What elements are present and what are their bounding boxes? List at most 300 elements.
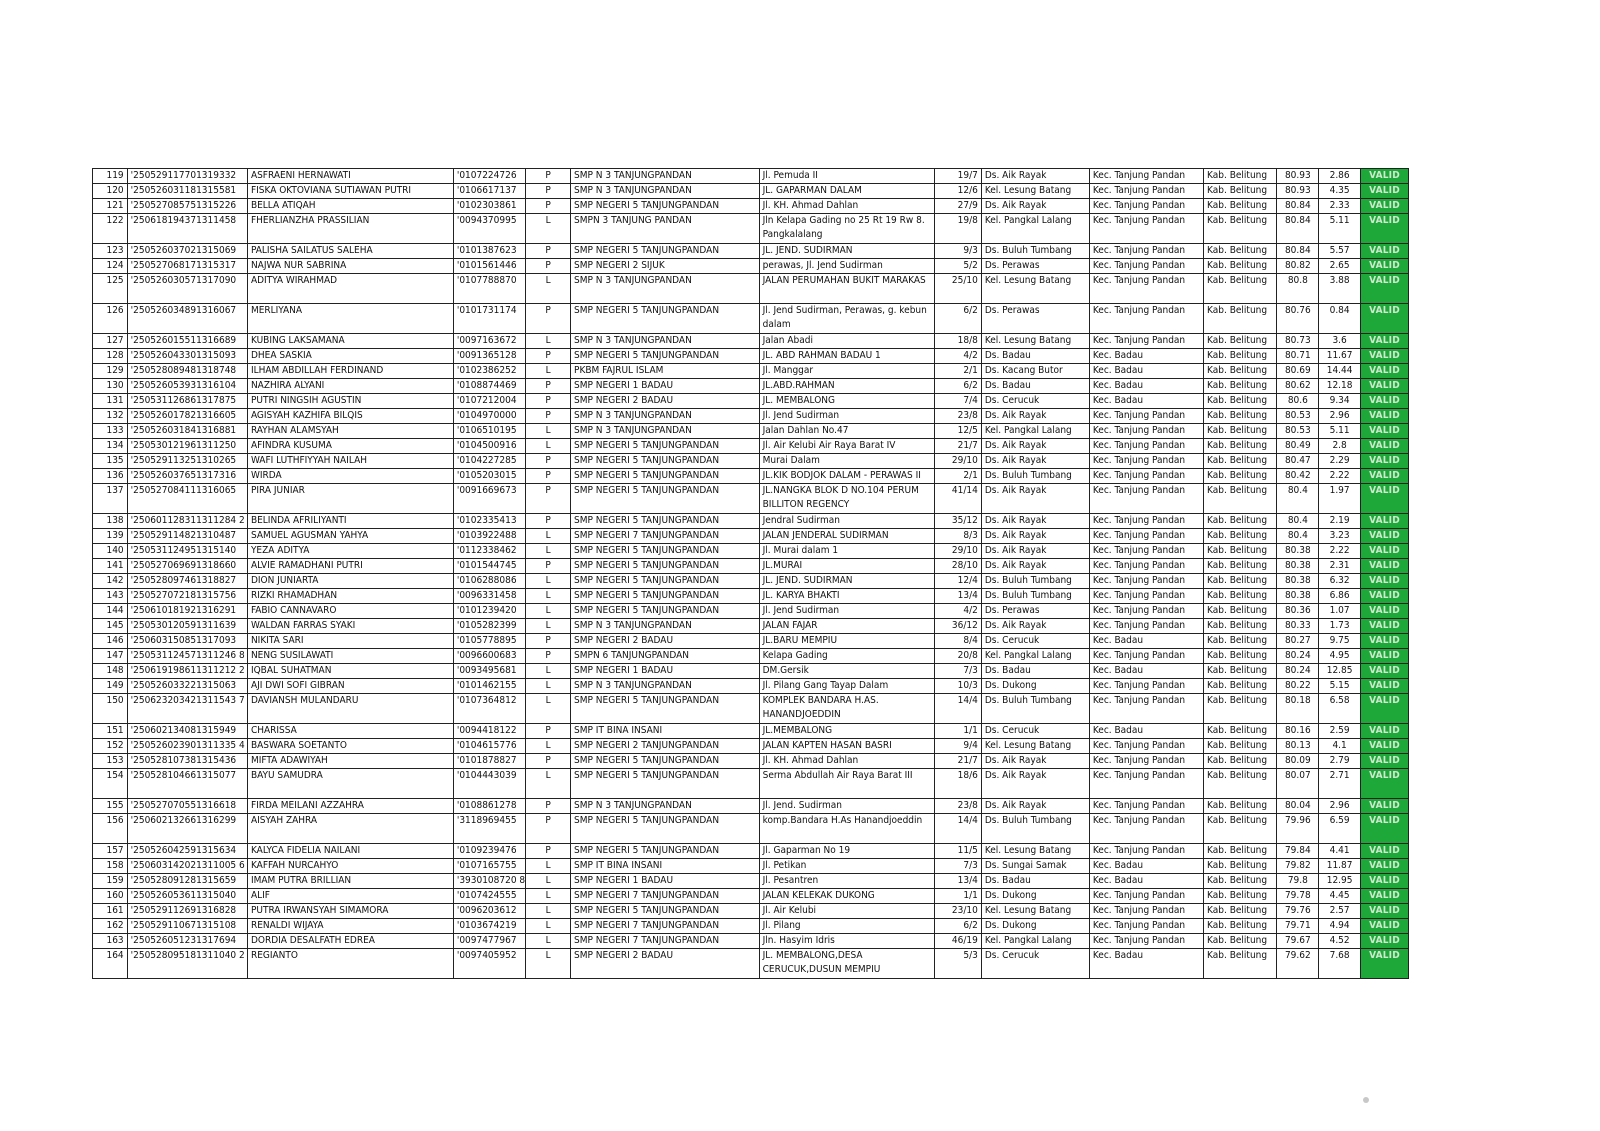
village: Ds. Perawas — [981, 604, 1089, 619]
table-row — [93, 934, 1409, 949]
village: Kel. Lesung Batang — [981, 844, 1089, 859]
rt-rw: 11/5 — [934, 844, 981, 859]
table-row — [93, 409, 1409, 424]
nisn: '0102303861 — [453, 199, 525, 214]
status-cell: VALID — [1361, 934, 1409, 949]
registration-id: '250530121961311250 — [127, 439, 247, 454]
nisn: '0106510195 — [453, 424, 525, 439]
table-row — [93, 514, 1409, 529]
registration-id: '250526031841316881 — [127, 424, 247, 439]
distance: 4.94 — [1319, 919, 1361, 934]
district: Kec. Tanjung Pandan — [1089, 544, 1203, 559]
address: KOMPLEK BANDARA H.AS. HANANDJOEDDIN — [759, 694, 934, 724]
rt-rw: 35/12 — [934, 514, 981, 529]
gender: L — [526, 439, 571, 454]
student-name: FISKA OKTOVIANA SUTIAWAN PUTRI — [247, 184, 453, 199]
rt-rw: 7/3 — [934, 859, 981, 874]
status-cell: VALID — [1361, 199, 1409, 214]
school-name: SMP N 3 TANJUNGPANDAN — [571, 679, 760, 694]
table-row — [93, 799, 1409, 814]
registration-id: '250527085751315226 — [127, 199, 247, 214]
gender: L — [526, 589, 571, 604]
regency: Kab. Belitung — [1204, 394, 1277, 409]
registration-id: '250526037021315069 — [127, 244, 247, 259]
score: 79.67 — [1277, 934, 1319, 949]
registration-id: '250526037651317316 — [127, 469, 247, 484]
regency: Kab. Belitung — [1204, 604, 1277, 619]
row-number: 164 — [93, 949, 128, 979]
village: Ds. Dukong — [981, 919, 1089, 934]
table-row — [93, 769, 1409, 799]
nisn: '0101731174 — [453, 304, 525, 334]
school-name: SMP NEGERI 7 TANJUNGPANDAN — [571, 934, 760, 949]
status-cell: VALID — [1361, 559, 1409, 574]
registration-id: '250528091281315659 — [127, 874, 247, 889]
address: Jalan Abadi — [759, 334, 934, 349]
regency: Kab. Belitung — [1204, 439, 1277, 454]
district: Kec. Tanjung Pandan — [1089, 754, 1203, 769]
score: 80.04 — [1277, 799, 1319, 814]
regency: Kab. Belitung — [1204, 544, 1277, 559]
distance: 5.11 — [1319, 214, 1361, 244]
student-name: PUTRI NINGSIH AGUSTIN — [247, 394, 453, 409]
registration-id: '250529114821310487 — [127, 529, 247, 544]
school-name: SMP NEGERI 2 BADAU — [571, 634, 760, 649]
distance: 2.79 — [1319, 754, 1361, 769]
nisn: '0097163672 — [453, 334, 525, 349]
district: Kec. Tanjung Pandan — [1089, 334, 1203, 349]
district: Kec. Tanjung Pandan — [1089, 184, 1203, 199]
village: Ds. Badau — [981, 664, 1089, 679]
table-row — [93, 694, 1409, 724]
student-name: YEZA ADITYA — [247, 544, 453, 559]
regency: Kab. Belitung — [1204, 244, 1277, 259]
table-row — [93, 664, 1409, 679]
registration-id: '250528095181311040 2 — [127, 949, 247, 979]
school-name: SMP NEGERI 5 TANJUNGPANDAN — [571, 754, 760, 769]
student-name: DHEA SASKIA — [247, 349, 453, 364]
student-name: IQBAL SUHATMAN — [247, 664, 453, 679]
registration-id: '250527068171315317 — [127, 259, 247, 274]
status-cell: VALID — [1361, 349, 1409, 364]
rt-rw: 14/4 — [934, 814, 981, 844]
district: Kec. Tanjung Pandan — [1089, 814, 1203, 844]
row-number: 141 — [93, 559, 128, 574]
score: 80.38 — [1277, 589, 1319, 604]
student-name: ALIF — [247, 889, 453, 904]
district: Kec. Tanjung Pandan — [1089, 904, 1203, 919]
registration-id: '250526053931316104 — [127, 379, 247, 394]
registration-id: '250602132661316299 — [127, 814, 247, 844]
student-name: REGIANTO — [247, 949, 453, 979]
village: Ds. Badau — [981, 349, 1089, 364]
status-cell: VALID — [1361, 814, 1409, 844]
gender: P — [526, 379, 571, 394]
table-row — [93, 454, 1409, 469]
village: Ds. Buluh Tumbang — [981, 469, 1089, 484]
school-name: SMP N 3 TANJUNGPANDAN — [571, 799, 760, 814]
status-cell: VALID — [1361, 589, 1409, 604]
student-name: FABIO CANNAVARO — [247, 604, 453, 619]
student-name: ALVIE RAMADHANI PUTRI — [247, 559, 453, 574]
gender: P — [526, 454, 571, 469]
table-row — [93, 904, 1409, 919]
gender: L — [526, 364, 571, 379]
score: 79.84 — [1277, 844, 1319, 859]
table-row — [93, 739, 1409, 754]
district: Kec. Tanjung Pandan — [1089, 889, 1203, 904]
table-row — [93, 544, 1409, 559]
score: 80.24 — [1277, 664, 1319, 679]
district: Kec. Badau — [1089, 634, 1203, 649]
district: Kec. Tanjung Pandan — [1089, 169, 1203, 184]
gender: P — [526, 304, 571, 334]
table-row — [93, 949, 1409, 979]
status-cell: VALID — [1361, 619, 1409, 634]
rt-rw: 23/8 — [934, 799, 981, 814]
distance: 14.44 — [1319, 364, 1361, 379]
regency: Kab. Belitung — [1204, 949, 1277, 979]
status-cell: VALID — [1361, 649, 1409, 664]
table-row — [93, 529, 1409, 544]
regency: Kab. Belitung — [1204, 484, 1277, 514]
registration-id: '250526030571317090 — [127, 274, 247, 304]
address: Jendral Sudirman — [759, 514, 934, 529]
village: Kel. Pangkal Lalang — [981, 934, 1089, 949]
nisn: '0104227285 — [453, 454, 525, 469]
status-cell: VALID — [1361, 364, 1409, 379]
school-name: SMP NEGERI 1 BADAU — [571, 379, 760, 394]
distance: 6.58 — [1319, 694, 1361, 724]
table-row — [93, 484, 1409, 514]
rt-rw: 18/8 — [934, 334, 981, 349]
nisn: '3118969455 — [453, 814, 525, 844]
student-name: WAFI LUTHFIYYAH NAILAH — [247, 454, 453, 469]
row-number: 131 — [93, 394, 128, 409]
table-row — [93, 559, 1409, 574]
status-cell: VALID — [1361, 949, 1409, 979]
status-cell: VALID — [1361, 634, 1409, 649]
row-number: 155 — [93, 799, 128, 814]
village: Kel. Pangkal Lalang — [981, 214, 1089, 244]
distance: 2.22 — [1319, 469, 1361, 484]
village: Ds. Aik Rayak — [981, 619, 1089, 634]
rt-rw: 7/3 — [934, 664, 981, 679]
row-number: 135 — [93, 454, 128, 469]
distance: 4.41 — [1319, 844, 1361, 859]
status-cell: VALID — [1361, 379, 1409, 394]
table-row — [93, 574, 1409, 589]
status-cell: VALID — [1361, 769, 1409, 799]
row-number: 119 — [93, 169, 128, 184]
row-number: 133 — [93, 424, 128, 439]
school-name: PKBM FAJRUL ISLAM — [571, 364, 760, 379]
row-number: 124 — [93, 259, 128, 274]
nisn: '0103922488 — [453, 529, 525, 544]
regency: Kab. Belitung — [1204, 874, 1277, 889]
nisn: '0096600683 — [453, 649, 525, 664]
status-cell: VALID — [1361, 724, 1409, 739]
distance: 2.31 — [1319, 559, 1361, 574]
table-row — [93, 844, 1409, 859]
address: Jl. KH. Ahmad Dahlan — [759, 199, 934, 214]
address: JL.BARU MEMPIU — [759, 634, 934, 649]
district: Kec. Tanjung Pandan — [1089, 424, 1203, 439]
regency: Kab. Belitung — [1204, 424, 1277, 439]
regency: Kab. Belitung — [1204, 574, 1277, 589]
village: Ds. Aik Rayak — [981, 409, 1089, 424]
nisn: '0104615776 — [453, 739, 525, 754]
nisn: '0101239420 — [453, 604, 525, 619]
school-name: SMP NEGERI 5 TANJUNGPANDAN — [571, 199, 760, 214]
registration-id: '250526023901311335 4 — [127, 739, 247, 754]
gender: L — [526, 544, 571, 559]
village: Ds. Kacang Butor — [981, 364, 1089, 379]
school-name: SMP N 3 TANJUNGPANDAN — [571, 424, 760, 439]
row-number: 157 — [93, 844, 128, 859]
gender: P — [526, 394, 571, 409]
row-number: 134 — [93, 439, 128, 454]
village: Ds. Aik Rayak — [981, 544, 1089, 559]
distance: 2.86 — [1319, 169, 1361, 184]
address: Serma Abdullah Air Raya Barat III — [759, 769, 934, 799]
table-row — [93, 184, 1409, 199]
row-number: 129 — [93, 364, 128, 379]
village: Kel. Lesung Batang — [981, 739, 1089, 754]
registration-id: '250619198611311212 2 — [127, 664, 247, 679]
regency: Kab. Belitung — [1204, 724, 1277, 739]
rt-rw: 19/8 — [934, 214, 981, 244]
gender: P — [526, 514, 571, 529]
regency: Kab. Belitung — [1204, 409, 1277, 424]
registration-id: '250601128311311284 2 — [127, 514, 247, 529]
status-cell: VALID — [1361, 259, 1409, 274]
village: Ds. Aik Rayak — [981, 169, 1089, 184]
district: Kec. Badau — [1089, 394, 1203, 409]
district: Kec. Tanjung Pandan — [1089, 739, 1203, 754]
distance: 0.84 — [1319, 304, 1361, 334]
address: Jl. Jend Sudirman — [759, 604, 934, 619]
score: 79.71 — [1277, 919, 1319, 934]
address: JALAN KAPTEN HASAN BASRI — [759, 739, 934, 754]
student-name: NENG SUSILAWATI — [247, 649, 453, 664]
score: 80.36 — [1277, 604, 1319, 619]
regency: Kab. Belitung — [1204, 199, 1277, 214]
nisn: '0102335413 — [453, 514, 525, 529]
nisn: '0097405952 — [453, 949, 525, 979]
regency: Kab. Belitung — [1204, 664, 1277, 679]
school-name: SMP NEGERI 2 BADAU — [571, 394, 760, 409]
address: Murai Dalam — [759, 454, 934, 469]
student-name: KUBING LAKSAMANA — [247, 334, 453, 349]
district: Kec. Tanjung Pandan — [1089, 214, 1203, 244]
scan-speck — [1363, 1097, 1369, 1103]
distance: 12.18 — [1319, 379, 1361, 394]
distance: 4.95 — [1319, 649, 1361, 664]
nisn: '0093495681 — [453, 664, 525, 679]
table-row — [93, 199, 1409, 214]
student-name: MERLIYANA — [247, 304, 453, 334]
rt-rw: 23/8 — [934, 409, 981, 424]
village: Ds. Cerucuk — [981, 394, 1089, 409]
gender: P — [526, 409, 571, 424]
school-name: SMP N 3 TANJUNGPANDAN — [571, 169, 760, 184]
village: Kel. Pangkal Lalang — [981, 649, 1089, 664]
row-number: 162 — [93, 919, 128, 934]
table-row — [93, 259, 1409, 274]
rt-rw: 20/8 — [934, 649, 981, 664]
status-cell: VALID — [1361, 529, 1409, 544]
address: JL. JEND. SUDIRMAN — [759, 574, 934, 589]
row-number: 158 — [93, 859, 128, 874]
score: 79.82 — [1277, 859, 1319, 874]
district: Kec. Tanjung Pandan — [1089, 454, 1203, 469]
address: JL.ABD.RAHMAN — [759, 379, 934, 394]
village: Ds. Dukong — [981, 679, 1089, 694]
village: Ds. Buluh Tumbang — [981, 814, 1089, 844]
student-name: DORDIA DESALFATH EDREA — [247, 934, 453, 949]
village: Kel. Pangkal Lalang — [981, 424, 1089, 439]
address: perawas, Jl. Jend Sudirman — [759, 259, 934, 274]
score: 80.6 — [1277, 394, 1319, 409]
distance: 5.15 — [1319, 679, 1361, 694]
nisn: '0096331458 — [453, 589, 525, 604]
row-number: 123 — [93, 244, 128, 259]
gender: L — [526, 604, 571, 619]
table-body — [93, 169, 1409, 979]
status-cell: VALID — [1361, 889, 1409, 904]
score: 79.8 — [1277, 874, 1319, 889]
school-name: SMP NEGERI 5 TANJUNGPANDAN — [571, 469, 760, 484]
rt-rw: 12/6 — [934, 184, 981, 199]
registration-id: '250623203421311543 7 — [127, 694, 247, 724]
district: Kec. Tanjung Pandan — [1089, 679, 1203, 694]
registration-id: '250531126861317875 — [127, 394, 247, 409]
row-number: 140 — [93, 544, 128, 559]
school-name: SMP NEGERI 5 TANJUNGPANDAN — [571, 604, 760, 619]
table-row — [93, 724, 1409, 739]
gender: P — [526, 349, 571, 364]
village: Ds. Buluh Tumbang — [981, 589, 1089, 604]
student-name: AJI DWI SOFI GIBRAN — [247, 679, 453, 694]
table-row — [93, 349, 1409, 364]
distance: 7.68 — [1319, 949, 1361, 979]
nisn: '0091669673 — [453, 484, 525, 514]
status-cell: VALID — [1361, 214, 1409, 244]
gender: L — [526, 769, 571, 799]
student-name: PALISHA SAILATUS SALEHA — [247, 244, 453, 259]
gender: P — [526, 814, 571, 844]
district: Kec. Badau — [1089, 379, 1203, 394]
nisn: '0101544745 — [453, 559, 525, 574]
rt-rw: 18/6 — [934, 769, 981, 799]
district: Kec. Tanjung Pandan — [1089, 409, 1203, 424]
row-number: 145 — [93, 619, 128, 634]
village: Ds. Aik Rayak — [981, 484, 1089, 514]
distance: 1.97 — [1319, 484, 1361, 514]
gender: L — [526, 529, 571, 544]
school-name: SMP N 3 TANJUNGPANDAN — [571, 184, 760, 199]
address: Jl. KH. Ahmad Dahlan — [759, 754, 934, 769]
score: 80.38 — [1277, 559, 1319, 574]
registration-id: '250527070551316618 — [127, 799, 247, 814]
nisn: '0112338462 — [453, 544, 525, 559]
score: 80.62 — [1277, 379, 1319, 394]
regency: Kab. Belitung — [1204, 694, 1277, 724]
regency: Kab. Belitung — [1204, 649, 1277, 664]
regency: Kab. Belitung — [1204, 889, 1277, 904]
registration-id: '250526031181315581 — [127, 184, 247, 199]
gender: P — [526, 754, 571, 769]
score: 80.13 — [1277, 739, 1319, 754]
score: 80.4 — [1277, 514, 1319, 529]
address: Jl. Petikan — [759, 859, 934, 874]
distance: 6.32 — [1319, 574, 1361, 589]
village: Ds. Aik Rayak — [981, 769, 1089, 799]
registration-id: '250529117701319332 — [127, 169, 247, 184]
village: Ds. Buluh Tumbang — [981, 244, 1089, 259]
table-row — [93, 244, 1409, 259]
gender: L — [526, 334, 571, 349]
score: 80.71 — [1277, 349, 1319, 364]
row-number: 149 — [93, 679, 128, 694]
address: JALAN KELEKAK DUKONG — [759, 889, 934, 904]
row-number: 137 — [93, 484, 128, 514]
row-number: 128 — [93, 349, 128, 364]
score: 80.4 — [1277, 484, 1319, 514]
rt-rw: 27/9 — [934, 199, 981, 214]
address: Jl. Pemuda II — [759, 169, 934, 184]
gender: P — [526, 184, 571, 199]
district: Kec. Badau — [1089, 874, 1203, 889]
school-name: SMP NEGERI 5 TANJUNGPANDAN — [571, 844, 760, 859]
address: Jl. Manggar — [759, 364, 934, 379]
status-cell: VALID — [1361, 484, 1409, 514]
gender: L — [526, 859, 571, 874]
address: komp.Bandara H.As Hanandjoeddin — [759, 814, 934, 844]
regency: Kab. Belitung — [1204, 349, 1277, 364]
regency: Kab. Belitung — [1204, 859, 1277, 874]
registration-id: '250618194371311458 — [127, 214, 247, 244]
distance: 2.65 — [1319, 259, 1361, 274]
regency: Kab. Belitung — [1204, 514, 1277, 529]
school-name: SMP NEGERI 5 TANJUNGPANDAN — [571, 544, 760, 559]
village: Ds. Cerucuk — [981, 634, 1089, 649]
row-number: 127 — [93, 334, 128, 349]
rt-rw: 5/3 — [934, 949, 981, 979]
address: Jl. Pilang — [759, 919, 934, 934]
table-row — [93, 814, 1409, 844]
school-name: SMP N 3 TANJUNGPANDAN — [571, 334, 760, 349]
registration-id: '250526017821316605 — [127, 409, 247, 424]
row-number: 125 — [93, 274, 128, 304]
nisn: '0104970000 — [453, 409, 525, 424]
status-cell: VALID — [1361, 439, 1409, 454]
district: Kec. Tanjung Pandan — [1089, 304, 1203, 334]
status-cell: VALID — [1361, 664, 1409, 679]
address: JL.MEMBALONG — [759, 724, 934, 739]
registration-id: '250528097461318827 — [127, 574, 247, 589]
district: Kec. Tanjung Pandan — [1089, 484, 1203, 514]
student-name: RENALDI WIJAYA — [247, 919, 453, 934]
score: 80.82 — [1277, 259, 1319, 274]
row-number: 154 — [93, 769, 128, 799]
table-row — [93, 334, 1409, 349]
table-row — [93, 364, 1409, 379]
address: Jl. Air Kelubi — [759, 904, 934, 919]
nisn: '0091365128 — [453, 349, 525, 364]
district: Kec. Tanjung Pandan — [1089, 259, 1203, 274]
